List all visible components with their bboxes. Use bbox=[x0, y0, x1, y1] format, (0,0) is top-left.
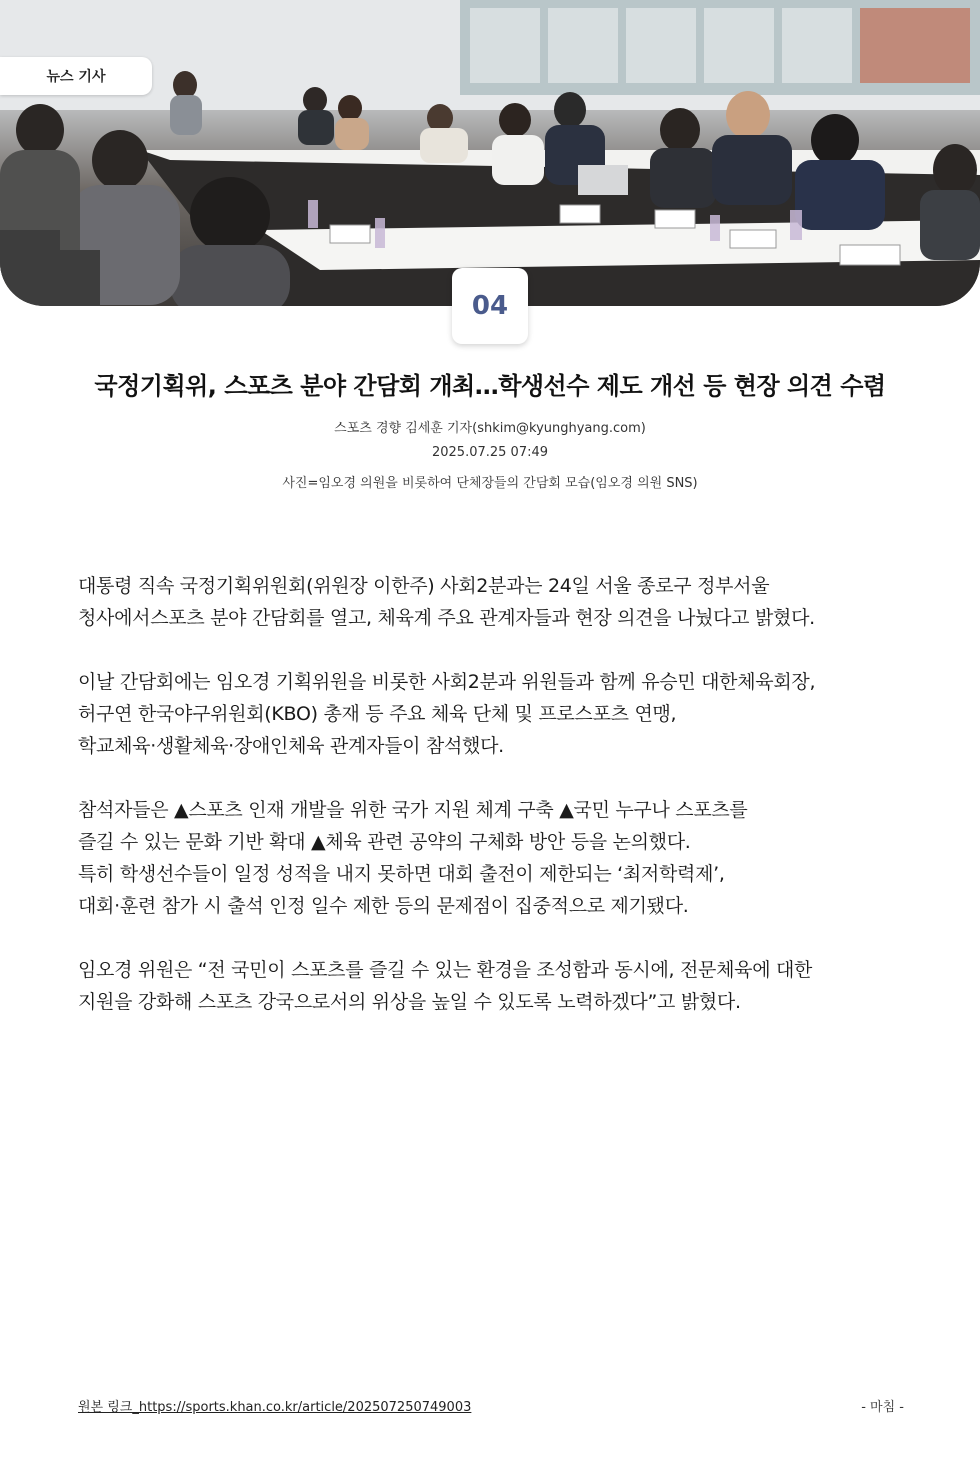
body-paragraph: 참석자들은 ▲스포츠 인재 개발을 위한 국가 지원 체계 구축 ▲국민 누구나 스포츠를 즐길 수 있는 문화 기반 확대 ▲체육 관련 공약의 구체화 방안 등을 논의했다. 특히 학생선수들이 일정 성적을 내지 못하면 대회 출전이 제한되는 ‘최저학력제’, 대회·훈련 참가 시 출석 인정 일수 제한 등의 문제점이 집중적으로 제기됐다. bbox=[78, 799, 748, 917]
article-byline: 스포츠 경향 김세훈 기자(shkim@kyunghyang.com) bbox=[334, 421, 646, 436]
issue-number-badge: 04 bbox=[452, 268, 528, 344]
body-paragraph: 임오경 위원은 “전 국민이 스포츠를 즐길 수 있는 환경을 조성함과 동시에, 전문체육에 대한 지원을 강화해 스포츠 강국으로서의 위상을 높일 수 있도록 노력하겠다”고 밝혔다. bbox=[78, 959, 813, 1013]
end-marker: - 마침 - bbox=[861, 1400, 904, 1415]
article-body bbox=[78, 570, 918, 1050]
article-date: 2025.07.25 07:49 bbox=[431, 445, 549, 460]
article-headline: 국정기획위, 스포츠 분야 간담회 개최…학생선수 제도 개선 등 현장 의견 수렴 bbox=[94, 372, 886, 400]
news-article-tag: 뉴스 기사 bbox=[0, 57, 152, 95]
photo-caption: 사진=임오경 의원을 비롯하여 단체장들의 간담회 모습(임오경 의원 SNS) bbox=[282, 476, 698, 491]
hero-photo bbox=[0, 0, 980, 306]
meeting-photo-illustration bbox=[0, 0, 980, 306]
source-link[interactable]: 원본 링크_https://sports.khan.co.kr/article/202507250749003 bbox=[78, 1400, 472, 1415]
body-paragraph: 대통령 직속 국정기획위원회(위원장 이한주) 사회2분과는 24일 서울 종로구 정부서울 청사에서스포츠 분야 간담회를 열고, 체육계 주요 관계자들과 현장 의견을 나눴다고 밝혔다. bbox=[78, 575, 815, 629]
body-paragraph: 이날 간담회에는 임오경 기획위원을 비롯한 사회2분과 위원들과 함께 유승민 대한체육회장, 허구연 한국야구위원회(KBO) 총재 등 주요 체육 단체 및 프로스포츠 연맹, 학교체육·생활체육·장애인체육 관계자들이 참석했다. bbox=[78, 671, 816, 757]
